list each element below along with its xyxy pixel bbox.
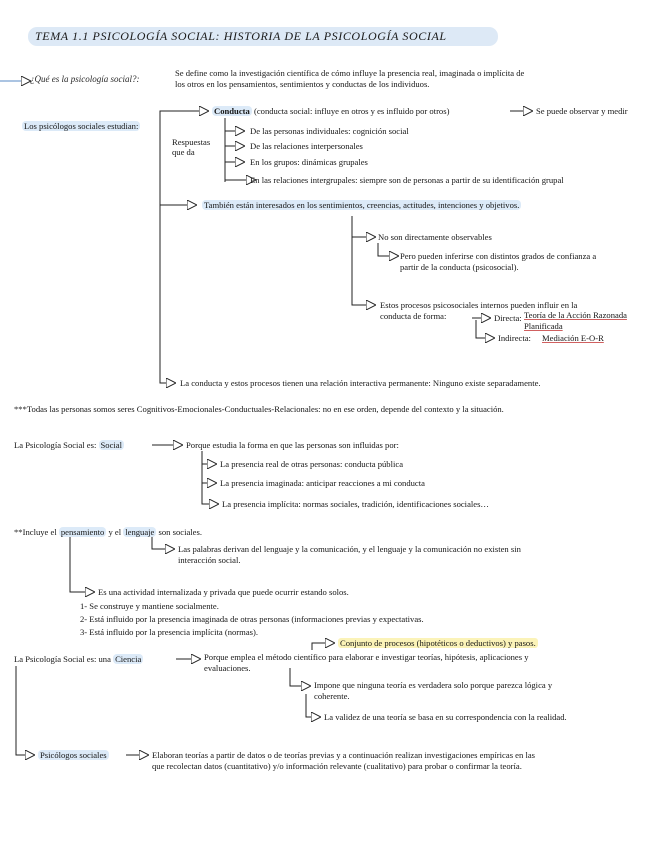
todas-note: ***Todas las personas somos seres Cognitivos-Emocionales-Conductuales-Relacionales: no en ese orden, depende del contexto y la situación. (14, 404, 504, 414)
question-label: ¿Qué es la psicología social?: (30, 74, 140, 84)
mediacion-label: Mediación E-O-R (542, 333, 604, 343)
respuesta-item: En las relaciones intergrupales: siempre son de personas a partir de su identificación grupal (250, 175, 564, 185)
numerado-item: 2- Está influido por la presencia imaginada de otras personas (informaciones previas y expectativas. (80, 614, 424, 624)
psicologos-text: Psicólogos sociales (40, 750, 107, 760)
social-node (14, 440, 124, 450)
respuesta-item: En los grupos: dinámicas grupales (250, 157, 368, 167)
pero-line-2: partir de la conducta (psicosocial). (400, 262, 519, 272)
observar-label: Se puede observar y medir (536, 106, 628, 116)
palabras-line-1: Las palabras derivan del lenguaje y la comunicación, y el lenguaje y la comunicación no existen sin (178, 544, 521, 554)
definition-line-1: Se define como la investigación científica de cómo influye la presencia real, imaginada o implícita de (175, 68, 525, 78)
no-observables-label: No son directamente observables (378, 232, 492, 242)
tambien-node (202, 200, 521, 210)
presencia-item: La presencia imaginada: anticipar reacciones a mi conducta (220, 478, 425, 488)
respuestas-line-2: que da (172, 147, 195, 157)
elaboran-line-2: que recolectan datos (cuantitativo) y/o información relevante (cualitativo) para probar o confirmar la teoría. (152, 761, 522, 771)
impone-line-1: Impone que ninguna teoría es verdadera solo porque parezca lógica y (314, 680, 553, 690)
ciencia-prefix: La Psicología Social es: una (14, 654, 111, 664)
ciencia-node (14, 654, 143, 664)
tambien-text: También están interesados en los sentimientos, creencias, actitudes, intenciones y objetivos. (204, 200, 520, 210)
estos-line-1: Estos procesos psicosociales internos pueden influir en la (380, 300, 578, 310)
pero-line-1: Pero pueden inferirse con distintos grados de confianza a (400, 251, 597, 261)
porque-emplea-line-2: evaluaciones. (204, 663, 251, 673)
relacion-text: La conducta y estos procesos tienen una relación interactiva permanente: Ninguno existe separadamente. (180, 378, 541, 388)
psicologos-node (38, 750, 109, 760)
numerado-item: 1- Se construye y mantiene socialmente. (80, 601, 219, 611)
definition-line-2: los otros en los pensamientos, sentimientos y conductas de los individuos. (175, 79, 430, 89)
ciencia-word: Ciencia (115, 654, 142, 664)
social-word: Social (100, 440, 122, 450)
estos-line-2: conducta de forma: (380, 311, 447, 321)
estudian-text: Los psicólogos sociales estudian: (24, 121, 139, 131)
page-title: TEMA 1.1 PSICOLOGÍA SOCIAL: HISTORIA DE LA PSICOLOGÍA SOCIAL (35, 29, 447, 43)
incluye-pensamiento: pensamiento (60, 527, 105, 537)
conjunto-node (338, 638, 538, 648)
actividad-text: Es una actividad internalizada y privada que puede ocurrir estando solos. (98, 587, 349, 597)
conducta-desc: (conducta social: influye en otros y es influido por otros) (251, 106, 450, 116)
incluye-lenguaje: lenguaje (125, 527, 155, 537)
indirecta-label: Indirecta: (498, 333, 531, 343)
conjunto-text: Conjunto de procesos (hipotéticos o deductivos) y pasos. (340, 638, 536, 648)
teoria-line-2: Planificada (524, 321, 563, 331)
numerado-item: 3- Está influido por la presencia implícita (normas). (80, 627, 259, 637)
incluye-node (14, 527, 202, 537)
respuestas-line-1: Respuestas (172, 137, 211, 147)
presencia-item: La presencia real de otras personas: conducta pública (220, 459, 404, 469)
incluye-suffix: son sociales. (156, 527, 202, 537)
elaboran-line-1: Elaboran teorías a partir de datos o de teorías previas y a continuación realizan investigaciones empíricas en las (152, 750, 535, 760)
respuesta-item: De las personas individuales: cognición social (250, 126, 409, 136)
porque-emplea-line-1: Porque emplea el método científico para elaborar e investigar teorías, hipótesis, aplicaciones y (204, 652, 529, 662)
directa-label: Directa: (494, 313, 522, 323)
social-prefix: La Psicología Social es: (14, 440, 97, 450)
incluye-mid: y el (106, 527, 122, 537)
conducta-bold: Conducta (214, 106, 250, 116)
porque-text: Porque estudia la forma en que las personas son influidas por: (186, 440, 399, 450)
impone-line-2: coherente. (314, 691, 350, 701)
conducta-node (212, 106, 449, 116)
teoria-line-1: Teoría de la Acción Razonada (524, 310, 627, 320)
validez-text: La validez de una teoría se basa en su correspondencia con la realidad. (324, 712, 567, 722)
respuesta-item: De las relaciones interpersonales (250, 141, 363, 151)
palabras-line-2: interacción social. (178, 555, 241, 565)
presencia-item: La presencia implícita: normas sociales, tradición, identificaciones sociales… (222, 499, 490, 509)
incluye-prefix: **Incluye el (14, 527, 57, 537)
estudian-label (22, 121, 140, 131)
